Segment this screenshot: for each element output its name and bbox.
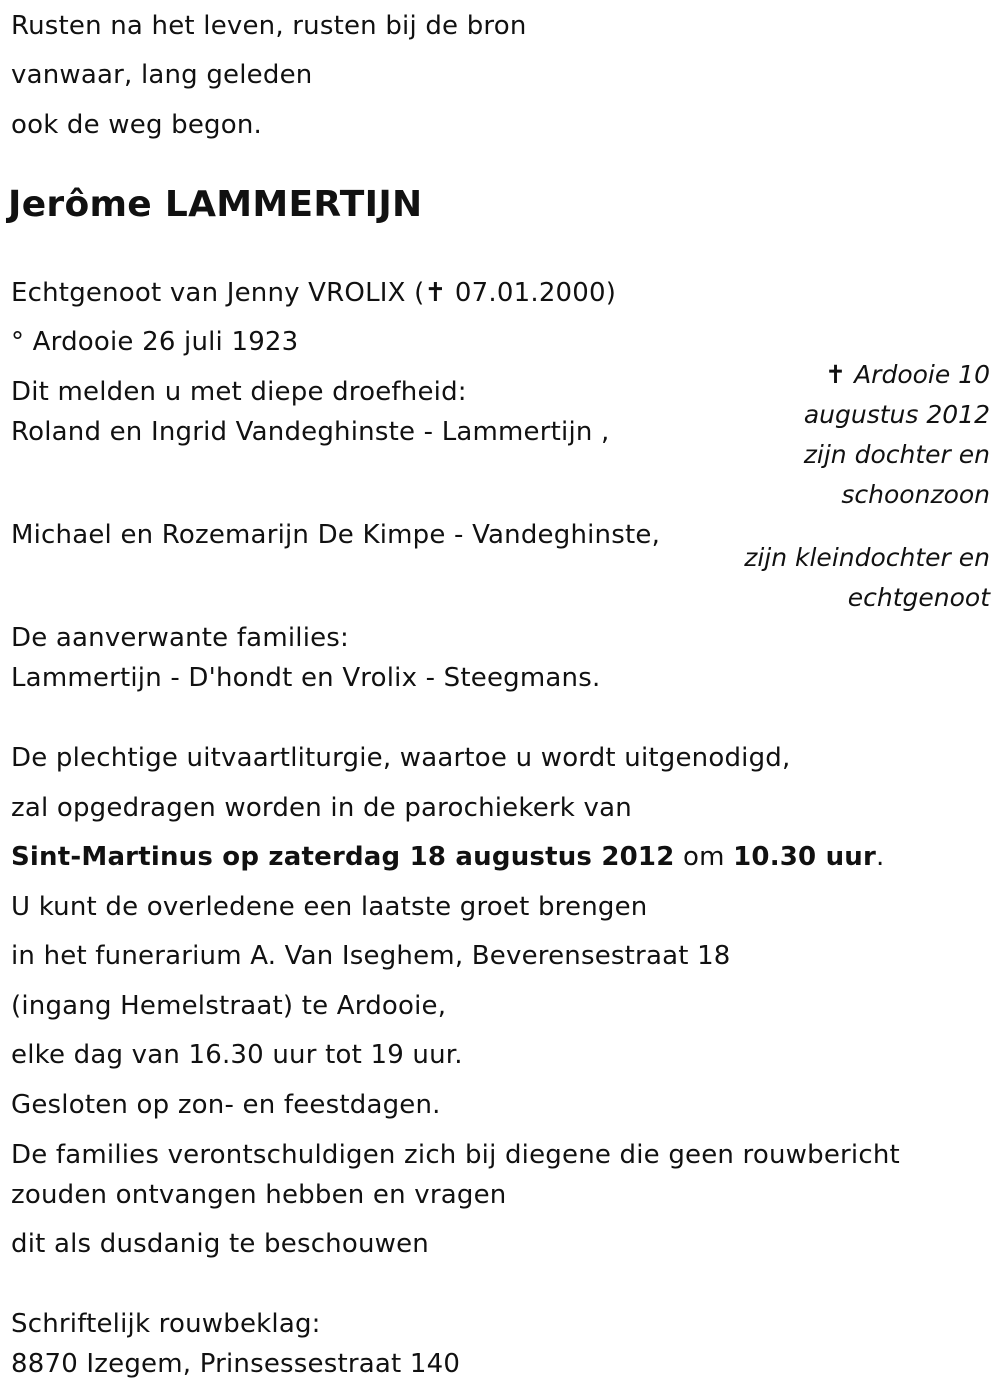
death-line [804,355,990,515]
visit-line: (ingang Hemelstraat) te Ardooie, [11,991,447,1021]
apology-line: De families verontschuldigen zich bij diegene die geen rouwbericht [11,1140,900,1170]
liturgy-date-line [11,842,885,872]
verse-line: Rusten na het leven, rusten bij de bron [11,11,527,41]
related-families-label: De aanverwante families: [11,623,350,653]
visit-line: Gesloten op zon- en feestdagen. [11,1090,441,1120]
apology-line: dit als dusdanig te beschouwen [11,1229,429,1259]
family-names: Michael en Rozemarijn De Kimpe - Vandeghinste, [11,520,661,550]
family-relation: zijn kleindochter en [744,543,990,572]
condolence-label: Schriftelijk rouwbeklag: [11,1309,321,1339]
verse-line: ook de weg begon. [11,110,262,140]
church-date: Sint-Martinus op zaterdag 18 augustus 2012 [11,842,675,872]
visit-line: in het funerarium A. Van Iseghem, Beverensestraat 18 [11,941,731,971]
family-relation: echtgenoot [847,583,990,612]
liturgy-end: . [876,842,885,872]
family-relation-block [744,538,990,618]
deceased-name: Jerôme LAMMERTIJN [8,184,423,225]
related-families: Lammertijn - D'hondt en Vrolix - Steegmans. [11,663,601,693]
liturgy-time: 10.30 uur [733,842,877,872]
spouse-line: Echtgenoot van Jenny VROLIX (✝ 07.01.2000) [11,278,617,308]
liturgy-line: zal opgedragen worden in de parochiekerk van [11,793,632,823]
family-relation: zijn dochter en [803,440,990,469]
visit-line: elke dag van 16.30 uur tot 19 uur. [11,1040,463,1070]
death-place: ✝ Ardooie 10 [825,360,990,389]
announce-intro: Dit melden u met diepe droefheid: [11,377,467,407]
family-names: Roland en Ingrid Vandeghinste - Lammertijn , [11,417,610,447]
liturgy-om: om [674,842,734,872]
condolence-address: 8870 Izegem, Prinsessestraat 140 [11,1349,461,1379]
birth-line: ° Ardooie 26 juli 1923 [11,327,299,357]
death-date: augustus 2012 [803,400,990,429]
apology-line: zouden ontvangen hebben en vragen [11,1180,507,1210]
liturgy-line: De plechtige uitvaartliturgie, waartoe u wordt uitgenodigd, [11,743,791,773]
family-relation: schoonzoon [841,480,990,509]
visit-line: U kunt de overledene een laatste groet brengen [11,892,648,922]
verse-line: vanwaar, lang geleden [11,60,313,90]
